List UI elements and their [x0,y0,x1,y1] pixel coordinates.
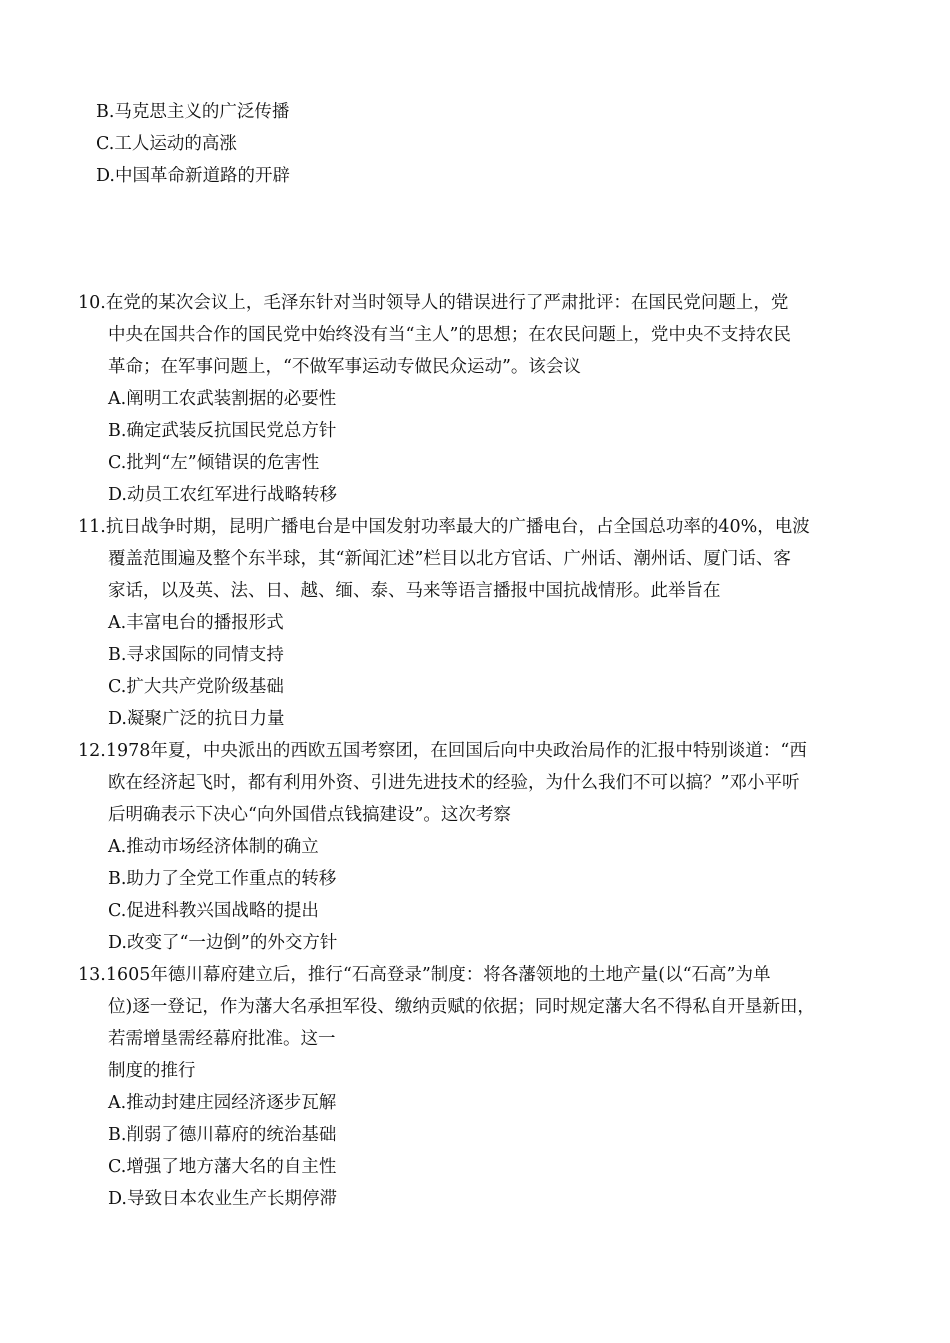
question-11-option-c: C.扩大共产党阶级基础 [108,677,284,697]
question-12-option-c: C.促进科教兴国战略的提出 [108,901,319,921]
question-12-option-d: D.改变了“一边倒”的外交方针 [108,933,338,953]
question-12-line-2: 欧在经济起飞时，都有利用外资、引进先进技术的经验，为什么我们不可以搞？”邓小平听 [108,773,800,793]
question-13-option-a: A.推动封建庄园经济逐步瓦解 [108,1093,337,1113]
question-11-line-3: 家话，以及英、法、日、越、缅、泰、马来等语言播报中国抗战情形。此举旨在 [108,581,721,601]
question-number: 12. [78,741,106,761]
question-number: 13. [78,965,106,985]
question-13-option-c: C.增强了地方藩大名的自主性 [108,1157,337,1177]
question-13-line-4: 制度的推行 [108,1061,196,1081]
question-11-option-b: B.寻求国际的同情支持 [108,645,284,665]
question-11-line-2: 覆盖范围遍及整个东半球，其“新闻汇述”栏目以北方官话、广州话、潮州话、厦门话、客 [108,549,791,569]
question-number: 10. [78,293,106,313]
question-12-option-a: A.推动市场经济体制的确立 [108,837,319,857]
question-13-line-3: 若需增垦需经幕府批准。这一 [108,1029,336,1049]
question-stem: 抗日战争时期，昆明广播电台是中国发射功率最大的广播电台，占全国总功率的40%，电波 [105,517,810,537]
question-13-option-d: D.导致日本农业生产长期停滞 [108,1189,337,1209]
question-10-option-b: B.确定武装反抗国民党总方针 [108,421,337,441]
question-10-option-c: C.批判“左”倾错误的危害性 [108,453,320,473]
question-12-option-b: B.助力了全党工作重点的转移 [108,869,337,889]
prev-option-b: B.马克思主义的广泛传播 [96,102,290,122]
question-11-option-d: D.凝聚广泛的抗日力量 [108,709,285,729]
question-13-line-2: 位)逐一登记，作为藩大名承担军役、缴纳贡赋的依据；同时规定藩大名不得私自开垦新田， [108,997,815,1017]
question-10-option-d: D.动员工农红军进行战略转移 [108,485,337,505]
prev-option-d: D.中国革命新道路的开辟 [96,166,290,186]
question-10-line-2: 中央在国共合作的国民党中始终没有当“主人”的思想；在农民问题上，党中央不支持农民 [108,325,791,345]
question-stem: 1978年夏，中央派出的西欧五国考察团，在回国后向中央政治局作的汇报中特别谈道：“西 [105,741,807,761]
prev-option-c: C.工人运动的高涨 [96,134,237,154]
question-number: 11. [78,517,106,537]
question-stem: 在党的某次会议上，毛泽东针对当时领导人的错误进行了严肃批评：在国民党问题上，党 [105,293,789,313]
question-10-line-1 [78,291,788,315]
question-12-line-3: 后明确表示下决心“向外国借点钱搞建设”。这次考察 [108,805,511,825]
question-12-line-1 [78,739,807,763]
question-10-option-a: A.阐明工农武装割据的必要性 [108,389,337,409]
question-10-line-3: 革命；在军事问题上，“不做军事运动专做民众运动”。该会议 [108,357,581,377]
question-stem: 1605年德川幕府建立后，推行“石高登录”制度：将各藩领地的土地产量(以“石高”为单 [105,965,771,985]
question-11-option-a: A.丰富电台的播报形式 [108,613,284,633]
question-11-line-1 [78,515,810,539]
question-13-line-1 [78,963,771,987]
question-13-option-b: B.削弱了德川幕府的统治基础 [108,1125,337,1145]
